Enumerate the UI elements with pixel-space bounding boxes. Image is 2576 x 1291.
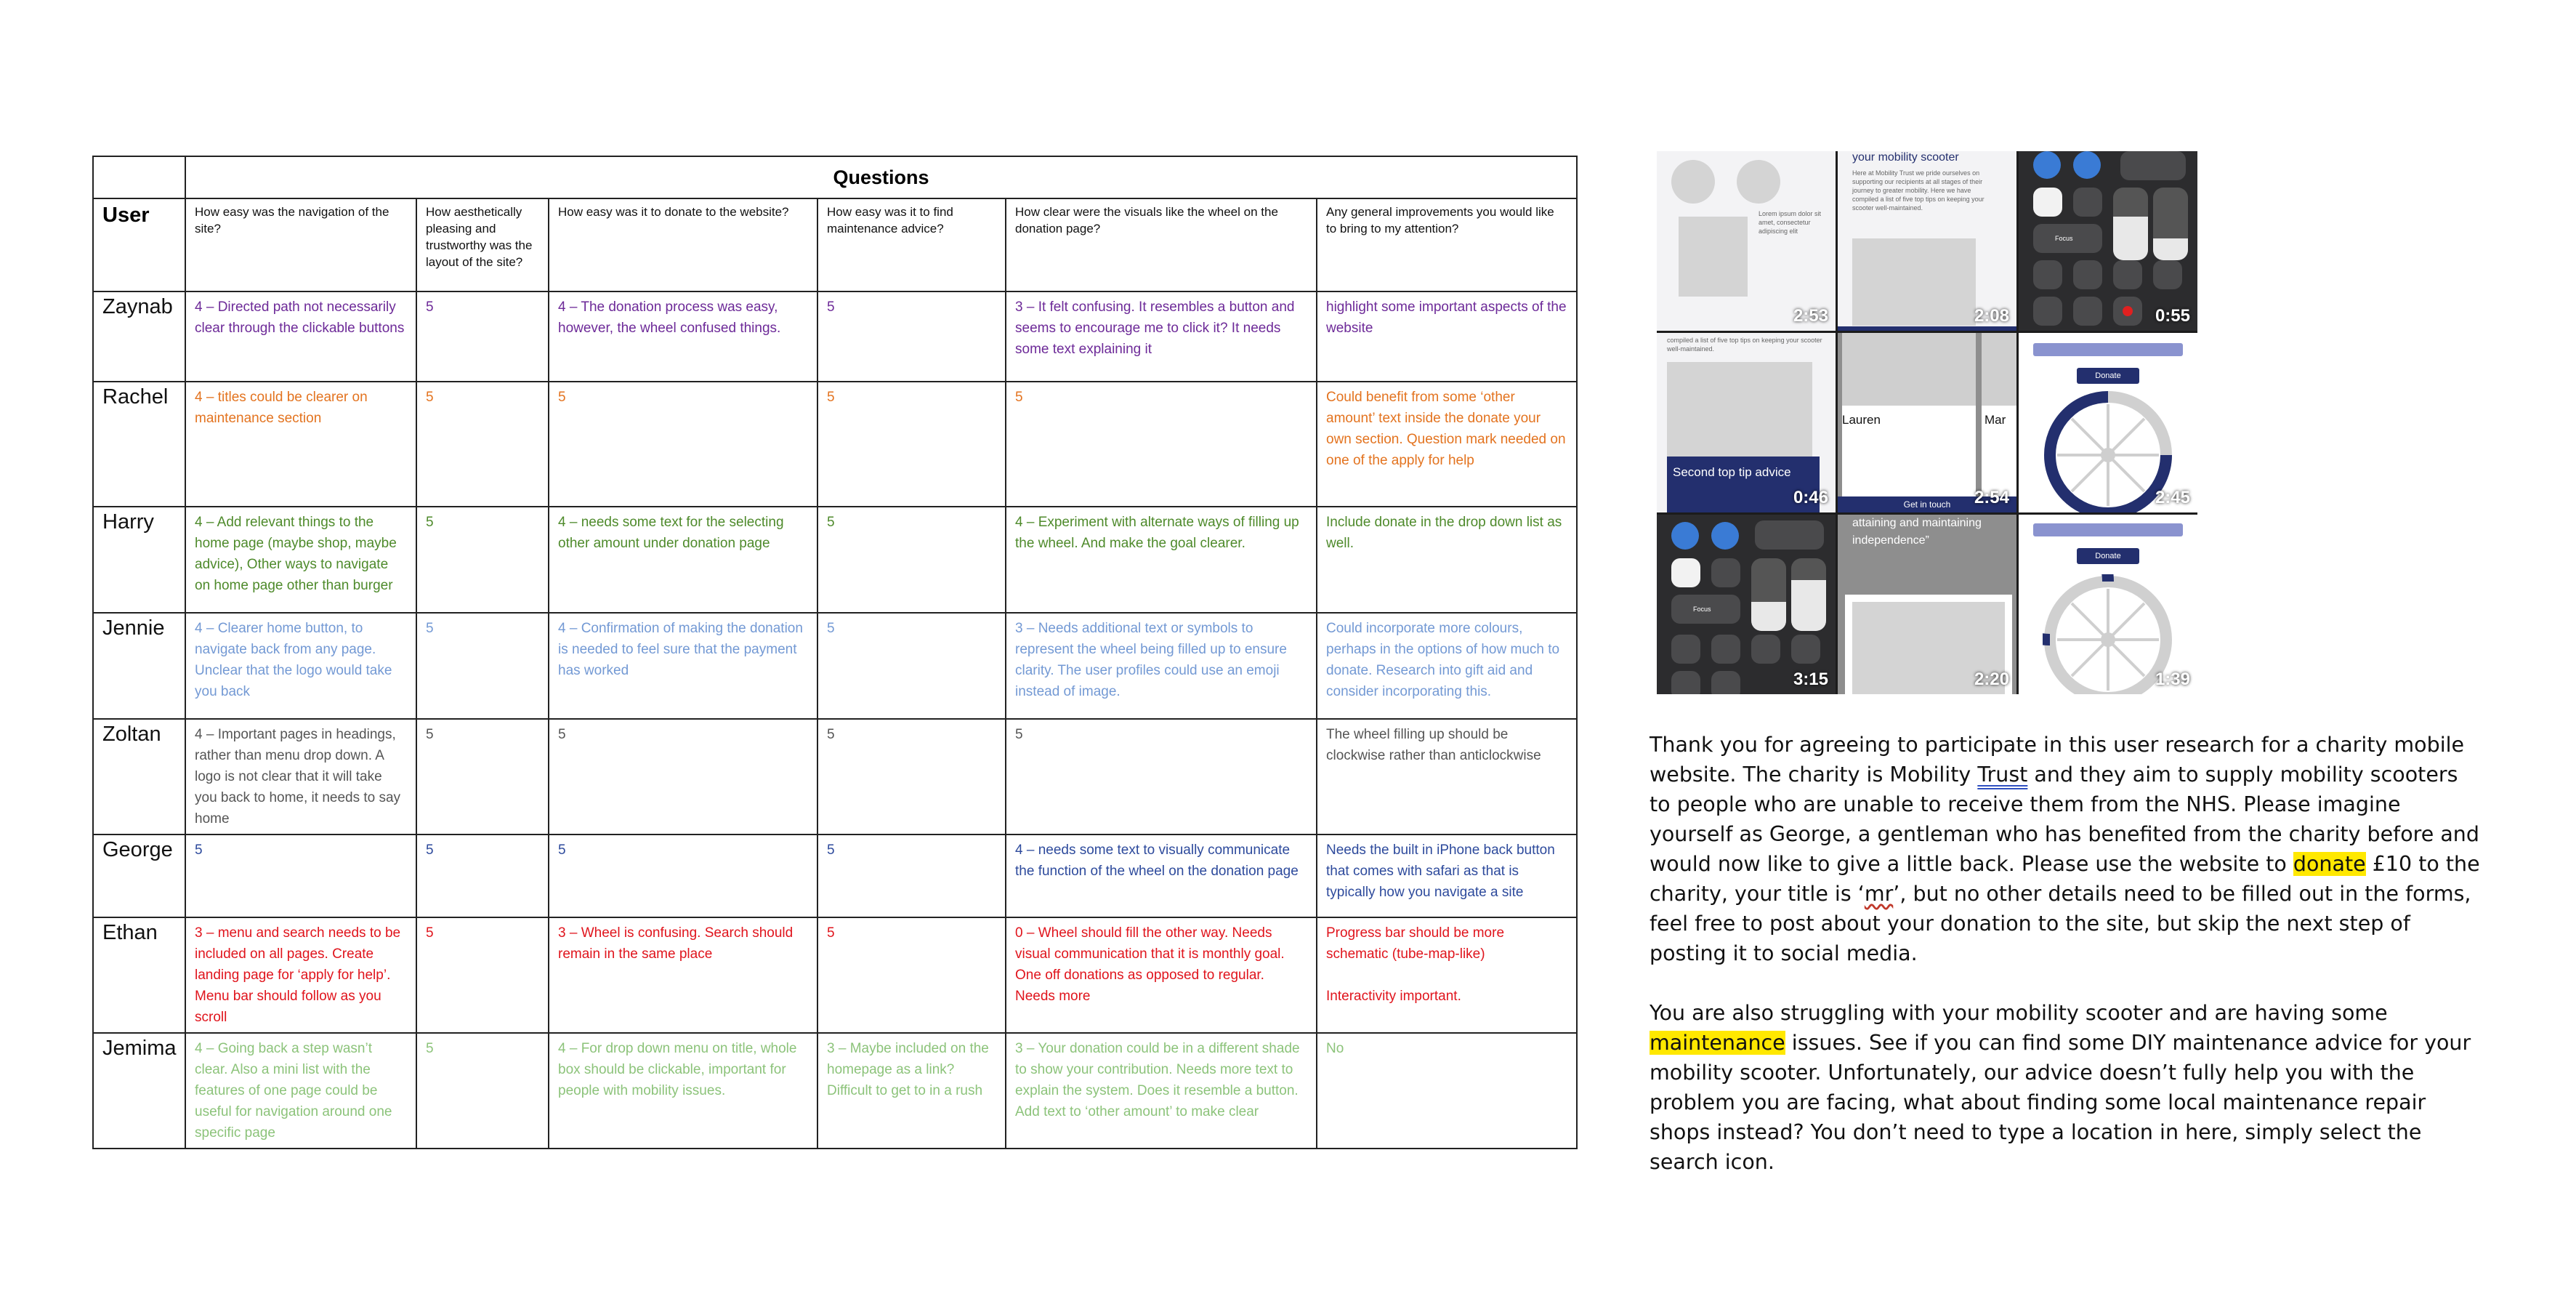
answer-cell: 0 – Wheel should fill the other way. Needs visual communication that it is monthly goal. One off donations as opposed to regular. Needs more (1006, 917, 1317, 1033)
question-header: How easy was it to donate to the website? (549, 198, 817, 291)
answer-cell: 3 – It felt confusing. It resembles a button and seems to encourage me to click it? It needs some text explaining it (1006, 291, 1317, 382)
table-row (93, 613, 1577, 719)
video-duration: 2:45 (2155, 488, 2190, 507)
answer-cell: 5 (416, 917, 549, 1033)
answer-cell: 5 (185, 834, 416, 917)
question-header: How easy was it to find maintenance advice? (817, 198, 1006, 291)
video-duration: 1:39 (2155, 669, 2190, 689)
answer-cell: 4 – Going back a step wasn’t clear. Also a mini list with the features of one page could be useful for navigation around one specific page (185, 1033, 416, 1149)
answer-cell: 4 – Directed path not necessarily clear through the clickable buttons (185, 291, 416, 382)
user-name-cell: Ethan (93, 917, 185, 1033)
answer-cell: 4 – The donation process was easy, however, the wheel confused things. (549, 291, 817, 382)
scooter-body: Here at Mobility Trust we pride ourselves on supporting our recipients at all stages of their journey to greater mobility. Here we have compiled a list of five top tips on keeping your scooter well-maintained. (1852, 169, 1985, 212)
answer-cell: Could benefit from some ‘other amount’ text inside the donate your own section. Question mark needed on one of the apply for help (1317, 382, 1577, 507)
video-duration: 2:08 (1974, 306, 2009, 326)
research-instructions (1650, 730, 2485, 1207)
video-thumbnail[interactable] (1838, 515, 2016, 694)
answer-cell: 4 – needs some text for the selecting other amount under donation page (549, 507, 817, 613)
table-row (93, 1033, 1577, 1149)
question-header: How clear were the visuals like the wheel on the donation page? (1006, 198, 1317, 291)
user-research-table (92, 156, 1578, 1149)
lorem-text: Lorem ipsum dolor sit amet, consectetur adipiscing elit (1759, 210, 1822, 235)
answer-cell: Could incorporate more colours, perhaps in the options of how much to donate. Research into gift aid and consider incorporating this. (1317, 613, 1577, 719)
answer-cell: No (1317, 1033, 1577, 1149)
table-row (93, 834, 1577, 917)
video-thumbnail[interactable] (1838, 151, 2016, 331)
answer-cell: 4 – Confirmation of making the donation is needed to feel sure that the payment has worked (549, 613, 817, 719)
user-column-header: User (93, 198, 185, 291)
second-tip-heading: Second top tip advice (1673, 465, 1791, 479)
answer-cell: 3 – Needs additional text or symbols to represent the wheel being filled up to ensure clarity. The user profiles could use an emoji instead of image. (1006, 613, 1317, 719)
answer-cell: The wheel filling up should be clockwise rather than anticlockwise (1317, 719, 1577, 834)
answer-cell: 5 (549, 382, 817, 507)
answer-cell: 5 (1006, 382, 1317, 507)
answer-cell: 5 (817, 613, 1006, 719)
answer-cell: 5 (549, 719, 817, 834)
answer-cell: 5 (817, 507, 1006, 613)
video-duration: 2:54 (1974, 488, 2009, 507)
get-in-touch-button[interactable]: Get in touch (1838, 496, 2016, 512)
table-row (93, 719, 1577, 834)
answer-cell: 4 – needs some text to visually communicate the function of the wheel on the donation page (1006, 834, 1317, 917)
answer-cell: 5 (416, 507, 549, 613)
quote-text: attaining and maintaining independence” (1852, 517, 1982, 547)
highlight-donate: donate (2293, 852, 2366, 876)
table-title: Questions (185, 156, 1577, 198)
question-header: How easy was the navigation of the site? (185, 198, 416, 291)
video-thumbnail[interactable] (1657, 151, 1836, 331)
corner-cell (93, 156, 185, 198)
highlight-maintenance: maintenance (1650, 1031, 1785, 1055)
video-thumbnail[interactable] (2019, 515, 2197, 694)
answer-cell: 4 – For drop down menu on title, whole box should be clickable, important for people with mobility issues. (549, 1033, 817, 1149)
answer-cell: 4 – Add relevant things to the home page (maybe shop, maybe advice), Other ways to navigate on home page other than burger (185, 507, 416, 613)
table-row (93, 917, 1577, 1033)
user-name-cell: Zoltan (93, 719, 185, 834)
user-name-cell: Rachel (93, 382, 185, 507)
answer-cell: 4 – titles could be clearer on maintenance section (185, 382, 416, 507)
profile-name: Lauren (1842, 413, 1881, 427)
answer-cell: 5 (416, 719, 549, 834)
user-name-cell: Jemima (93, 1033, 185, 1149)
video-thumbnail[interactable] (1657, 515, 1836, 694)
video-thumbnail[interactable] (2019, 333, 2197, 512)
answer-cell: 3 – Wheel is confusing. Search should remain in the same place (549, 917, 817, 1033)
video-duration: 3:15 (1793, 669, 1828, 689)
video-thumbnail[interactable] (1657, 333, 1836, 512)
answer-cell: 4 – Important pages in headings, rather than menu drop down. A logo is not clear that it will take you back to home, it needs to say home (185, 719, 416, 834)
user-name-cell: Jennie (93, 613, 185, 719)
video-duration: 2:53 (1793, 306, 1828, 326)
answer-cell: 5 (817, 719, 1006, 834)
table-row (93, 291, 1577, 382)
answer-cell: 5 (817, 917, 1006, 1033)
answer-cell: 5 (416, 834, 549, 917)
table-row (93, 382, 1577, 507)
answer-cell: 4 – Clearer home button, to navigate back from any page. Unclear that the logo would take you back (185, 613, 416, 719)
answer-cell: 5 (1006, 719, 1317, 834)
user-name-cell: Harry (93, 507, 185, 613)
donation-wheel (2043, 574, 2173, 694)
instructions-paragraph-2: You are also struggling with your mobility scooter and are having some maintenance issues. See if you can find some DIY maintenance advice for your mobility scooter. Unfortunately, our advice doesn’t fully help you with the problem you are facing, what about finding some local maintenance repair shops instead? You don’t need to type a location in here, simply select the search icon. (1650, 1001, 2471, 1174)
answer-cell: 5 (416, 1033, 549, 1149)
scooter-heading: your mobility scooter (1852, 151, 1959, 164)
video-thumbnail-grid (1657, 151, 2197, 694)
video-duration: 0:46 (1793, 488, 1828, 507)
answer-cell: Include donate in the drop down list as well. (1317, 507, 1577, 613)
answer-cell: 5 (817, 291, 1006, 382)
answer-cell: 5 (817, 834, 1006, 917)
answer-cell: Progress bar should be more schematic (tube-map-like) Interactivity important. (1317, 917, 1577, 1033)
question-header: Any general improvements you would like to bring to my attention? (1317, 198, 1577, 291)
answer-cell: 5 (817, 382, 1006, 507)
donation-wheel (2043, 390, 2173, 512)
donate-button[interactable]: Donate (2077, 548, 2139, 564)
question-header: How aesthetically pleasing and trustworthy was the layout of the site? (416, 198, 549, 291)
answer-cell: 5 (549, 834, 817, 917)
focus-button: Focus (1671, 595, 1740, 624)
profile-name: Mar (1985, 413, 2006, 427)
answer-cell: Needs the built in iPhone back button that comes with safari as that is typically how you navigate a site (1317, 834, 1577, 917)
donate-button[interactable]: Donate (2077, 368, 2139, 384)
focus-button: Focus (2033, 224, 2102, 253)
answer-cell: highlight some important aspects of the website (1317, 291, 1577, 382)
video-duration: 0:55 (2155, 306, 2190, 326)
video-thumbnail[interactable] (1838, 333, 2016, 512)
answer-cell: 3 – Maybe included on the homepage as a link? Difficult to get to in a rush (817, 1033, 1006, 1149)
instructions-paragraph-1: Thank you for agreeing to participate in this user research for a charity mobile website. The charity is Mobility Trust and they aim to supply mobility scooters to people who are unable to receive them from the NHS. Please imagine yourself as George, a gentleman who has benefited from the charity before and would now like to give a little back. Please use the website to donate £10 to the charity, your title is ‘mr’, but no other details need to be filled out in the forms, feel free to post about your donation to the site, but skip the next step of posting it to social media. (1650, 733, 2480, 965)
table-row (93, 507, 1577, 613)
answer-cell: 3 – Your donation could be in a different shade to show your contribution. Needs more text to explain the system. Does it resemble a button. Add text to ‘other amount’ to make clear (1006, 1033, 1317, 1149)
answer-cell: 4 – Experiment with alternate ways of filling up the wheel. And make the goal clearer. (1006, 507, 1317, 613)
answer-cell: 5 (416, 291, 549, 382)
answer-cell: 5 (416, 613, 549, 719)
user-name-cell: George (93, 834, 185, 917)
answer-cell: 3 – menu and search needs to be included on all pages. Create landing page for ‘apply for help’. Menu bar should follow as you scroll (185, 917, 416, 1033)
answer-cell: 5 (416, 382, 549, 507)
video-duration: 2:20 (1974, 669, 2009, 689)
user-name-cell: Zaynab (93, 291, 185, 382)
video-thumbnail[interactable] (2019, 151, 2197, 331)
tip-intro-text: compiled a list of five top tips on keeping your scooter well-maintained. (1667, 337, 1822, 353)
